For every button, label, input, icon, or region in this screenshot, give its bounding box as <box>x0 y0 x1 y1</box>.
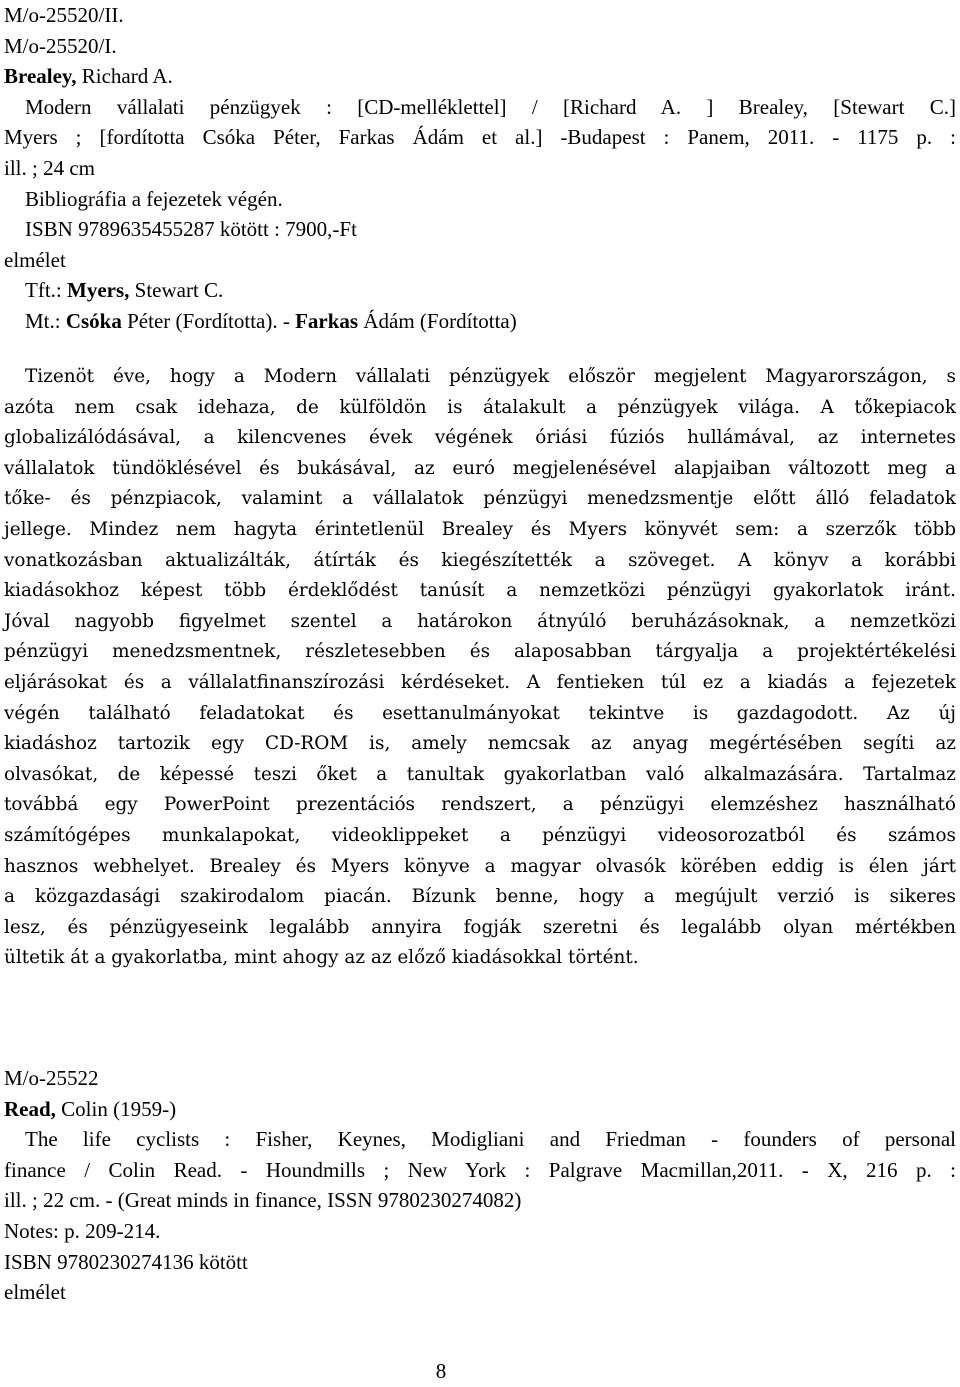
record-note: Notes: p. 209-214. <box>4 1218 161 1243</box>
record-subject: elmélet <box>4 247 66 272</box>
abstract-line: számítógépes munkalapokat, videoklippeket a pénzügyi videosorozatból és számos <box>4 824 956 846</box>
abstract-line: hasznos webhelyet. Brealey és Myers könyve a magyar olvasók körében eddig is élen járt <box>4 855 956 877</box>
record-abstract <box>4 362 956 974</box>
record-description-line: finance / Colin Read. - Houndmills ; New York : Palgrave Macmillan,2011. - X, 216 p. : <box>4 1157 956 1182</box>
abstract-line: vállalatok tündöklésével és bukásával, az euró megjelenésével alapjaiban változott meg a <box>4 457 956 479</box>
abstract-line: eljárásokat és a vállalatfinanszírozási kérdéseket. A fentieken túl ez a kiadás a fejezetek <box>4 671 956 693</box>
author-surname: Brealey, <box>4 64 77 89</box>
page-number: 8 <box>435 1359 447 1383</box>
record-author <box>4 1094 956 1125</box>
record-isbn: ISBN 9780230274136 kötött <box>4 1249 248 1274</box>
author-forename: Richard A. <box>76 64 173 89</box>
record-coauthor: Tft.: Myers, Stewart C. <box>25 278 224 303</box>
abstract-line: Tizenöt éve, hogy a Modern vállalati pénzügyek először megjelent Magyarországon, s <box>25 366 956 387</box>
record-note: Bibliográfia a fejezetek végén. <box>25 186 283 211</box>
abstract-line: globalizálódásával, a kilencvenes évek végének óriási fúziós hullámával, az internetes <box>4 427 956 449</box>
abstract-line: vonatkozásban aktualizálták, átírták és kiegészítették a szöveget. A könyv a korábbi <box>4 549 956 571</box>
abstract-line: tőke- és pénzpiacok, valamint a vállalatok pénzügyi menedzsmentje előtt álló feladatok <box>4 488 956 510</box>
abstract-line: pénzügyi menedzsmentnek, részletesebben és alaposabban tárgyalja a projektértékelési <box>4 641 956 663</box>
abstract-line: továbbá egy PowerPoint prezentációs rendszert, a pénzügyi elemzéshez használható <box>4 794 956 816</box>
record-contributors: Mt.: Csóka Péter (Fordította). - Farkas Ádám (Fordította) <box>25 308 517 333</box>
contributor-surname: Csóka <box>65 308 122 333</box>
record-subject: elmélet <box>4 1280 66 1305</box>
catalog-record-1 <box>4 0 956 337</box>
abstract-line: olvasókat, de képessé teszi őket a tanultak gyakorlatban való alkalmazására. Tartalmaz <box>4 763 956 785</box>
record-author <box>4 61 956 92</box>
catalog-record-2 <box>4 1063 956 1308</box>
contributor-surname: Farkas <box>295 308 359 333</box>
record-id: M/o-25520/I. <box>4 33 117 58</box>
abstract-line: jellege. Mindez nem hagyta érintetlenül Brealey és Myers könyvét sem: a szerzők több <box>4 518 956 540</box>
record-id: M/o-25522 <box>4 1066 99 1090</box>
record-description-line: Myers ; [fordította Csóka Péter, Farkas Ádám et al.] -Budapest : Panem, 2011. - 1175 p. : <box>4 125 956 150</box>
record-description-line: ill. ; 24 cm <box>4 155 95 180</box>
abstract-line: Jóval nagyobb figyelmet szentel a határokon átnyúló beruházásoknak, a nemzetközi <box>4 610 956 632</box>
record-description-line: ill. ; 22 cm. - (Great minds in finance, ISSN 9780230274082) <box>4 1188 522 1213</box>
abstract-line: ültetik át a gyakorlatba, mint ahogy az az előző kiadásokkal történt. <box>4 947 639 969</box>
abstract-line: a közgazdasági szakirodalom piacán. Bízunk benne, hogy a megújult verzió is sikeres <box>4 886 956 908</box>
record-isbn: ISBN 9789635455287 kötött : 7900,-Ft <box>25 217 357 242</box>
record-description-line: Modern vállalati pénzügyek : [CD-melléklettel] / [Richard A. ] Brealey, [Stewart C.] <box>25 94 956 119</box>
author-surname: Read, <box>4 1096 56 1121</box>
record-id: M/o-25520/II. <box>4 3 124 27</box>
author-forename: Colin (1959-) <box>55 1096 177 1121</box>
abstract-line: kiadáshoz tartozik egy CD-ROM is, amely nemcsak az anyag megértésében segíti az <box>4 733 956 755</box>
record-description-line: The life cyclists : Fisher, Keynes, Modigliani and Friedman - founders of personal <box>25 1127 956 1152</box>
abstract-line: lesz, és pénzügyeseink legalább annyira fogják szeretni és legalább olyan mértékben <box>4 916 956 938</box>
abstract-line: azóta nem csak idehaza, de külföldön is átalakult a pénzügyek világa. A tőkepiacok <box>4 396 956 418</box>
coauthor-surname: Myers, <box>67 278 130 303</box>
abstract-line: kiadásokhoz képest több érdeklődést tanúsít a nemzetközi pénzügyi gyakorlatok iránt. <box>4 580 956 602</box>
abstract-line: végén található feladatokat és esettanulmányokat tekintve is gazdagodott. Az új <box>4 702 956 724</box>
